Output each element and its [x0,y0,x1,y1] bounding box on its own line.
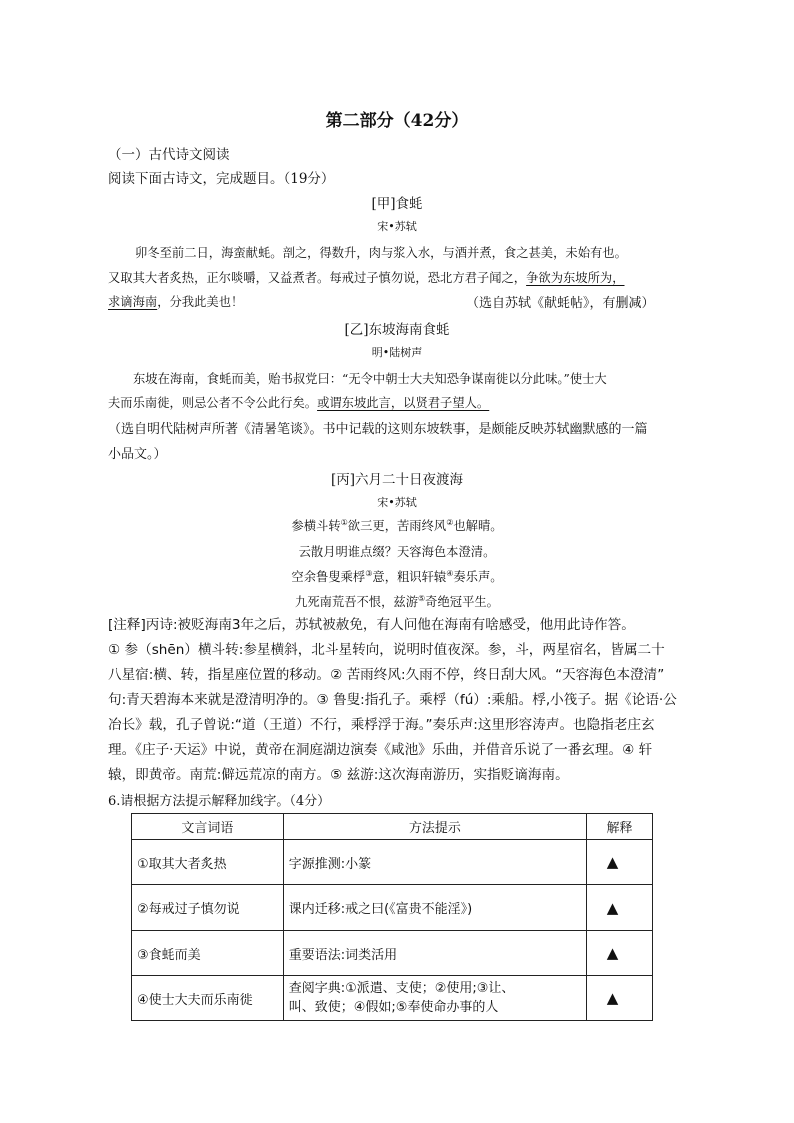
table-row [132,885,653,931]
yi-line-1: 东坡在海南，食蚝而美，贻书叔党曰：“无令中朝士大夫知恐争谋南徙以分此味。”使士大 [133,372,607,386]
jia-line-3-text: ，分我此美也！ [157,295,244,309]
footnote-marker: ② [446,517,454,527]
yi-line-2-text: 夫而乐南徙，则忌公者不令公此行矣。 [108,396,318,410]
table-row [132,840,653,885]
triangle-icon: ▲ [606,944,619,962]
note-line-5: 冶长》载，孔子曾说:“道（王道）不行，乘桴浮于海。”奏乐声:这里形容涛声。也隐指老庄玄 [108,717,655,733]
note-line-1: [注释]丙诗:被贬海南3年之后，苏轼被赦免，有人问他在海南有啥感受，他用此诗作答。 [108,617,635,633]
bing-line-1 [0,516,794,534]
jia-title: [甲]食蚝 [371,196,423,212]
yi-title: [乙]东坡海南食蚝 [344,322,450,338]
row-hint-line-1: 查阅字典:①派遣、支使；②使用;③让、 [288,981,515,996]
bing-line-3 [0,567,794,585]
row-hint: 课内迁移:戒之曰(《富贵不能淫》) [283,885,586,931]
jia-source: （选自苏轼《献蚝帖》，有删减） [466,296,655,311]
row-hint: 重要语法:词类活用 [283,931,586,976]
table-row [132,976,653,1021]
bing-line-3-part-b: 意，粗识轩辕 [372,570,447,584]
section-label: （一）古代诗文阅读 [108,147,230,163]
bing-line-3-part-c: 奏乐声。 [453,570,503,584]
question-6: 6.请根据方法提示解释加线字。（4分） [108,794,331,809]
note-line-7: 辕，即黄帝。南荒:僻远荒凉的南方。⑤ 兹游:这次海南游历，实指贬谪海南。 [108,767,569,783]
page-title: 第二部分（42分） [325,111,469,131]
jia-line-3-underlined: 求谪海南 [108,295,158,309]
yi-source-1: （选自明代陆树声所著《清暑笔谈》。书中记载的这则东坡轶事，是颇能反映苏轼幽默感的一篇 [108,422,648,437]
jia-author: 宋•苏轼 [377,220,417,233]
answer-field[interactable] [587,885,653,931]
note-line-2: ① 参（shēn）横斗转:参星横斜，北斗星转向，说明时值夜深。参，斗，两星宿名，皆属二十 [108,642,665,658]
footnote-marker: ① [340,517,348,527]
row-hint [283,976,586,1021]
answer-field[interactable] [587,840,653,885]
bing-line-1-part-c: 也解晴。 [453,519,503,533]
bing-line-4-part-b: 奇绝冠平生。 [425,595,499,609]
bing-title: [丙]六月二十日夜渡海 [330,472,464,488]
triangle-icon: ▲ [606,989,619,1007]
row-hint-line-2: 叫、致使；④假如;⑤奉使命办事的人 [288,1000,499,1015]
jia-line-2-text: 又取其大者炙热，正尔啖嚼，又益煮者。每戒过子慎勿说，恐北方君子闻之， [108,271,527,285]
bing-line-1-part-a: 参横斗转 [291,519,341,533]
bing-line-2 [0,542,794,560]
bing-line-4-part-a: 九死南荒吾不恨，兹游 [295,595,418,609]
note-line-4: 句:青天碧海本来就是澄清明净的。③ 鲁叟:指孔子。乘桴（fú）:乘船。桴,小筏子。据《论语·公 [108,692,677,708]
row-word: ①取其大者炙热 [132,840,284,885]
instruction: 阅读下面古诗文，完成题目。（19分） [108,171,335,187]
question-6-table [131,813,653,1021]
row-word: ②每戒过子慎勿说 [132,885,284,931]
table-header-row [132,814,653,840]
bing-line-3-part-a: 空余鲁叟乘桴 [291,570,366,584]
note-line-6: 理。《庄子·天运》中说，黄帝在洞庭湖边演奏《咸池》乐曲，并借音乐说了一番玄理。④ 轩 [108,742,653,758]
row-word: ③食蚝而美 [132,931,284,976]
jia-line-2 [108,268,625,286]
bing-line-2-text: 云散月明谁点缀？天容海色本澄清。 [298,545,496,559]
answer-field[interactable] [587,931,653,976]
bing-author: 宋•苏轼 [377,496,417,509]
footnote-marker: ④ [446,568,454,578]
bing-line-4 [0,592,794,610]
yi-source-2: 小品文。） [108,447,167,462]
table-row [132,931,653,976]
yi-line-2-underlined: 或谓东坡此言，以贤君子望人。 [317,396,490,410]
footnote-marker: ⑤ [418,593,426,603]
yi-line-2 [108,393,489,411]
bing-line-1-part-b: 欲三更，苦雨终风 [347,519,447,533]
footnote-marker: ③ [365,568,373,578]
row-word: ④使士大夫而乐南徙 [132,976,284,1021]
yi-author: 明•陆树声 [371,346,423,359]
header-answer: 解释 [587,814,653,840]
jia-line-1: 卯冬至前二日，海蛮献蚝。剖之，得数升，肉与浆入水，与酒并煮，食之甚美，未始有也。 [135,246,627,260]
jia-line-3 [108,292,243,310]
header-word: 文言词语 [132,814,284,840]
row-hint: 字源推测:小篆 [283,840,586,885]
answer-field[interactable] [587,976,653,1021]
triangle-icon: ▲ [606,853,619,871]
header-method: 方法提示 [283,814,586,840]
note-line-3: 八星宿:横、转，指星座位置的移动。② 苦雨终风:久雨不停，终日刮大风。“天容海色本澄清” [108,667,665,683]
triangle-icon: ▲ [606,898,619,917]
jia-line-2-underlined: 争欲为东坡所为， [526,271,625,285]
